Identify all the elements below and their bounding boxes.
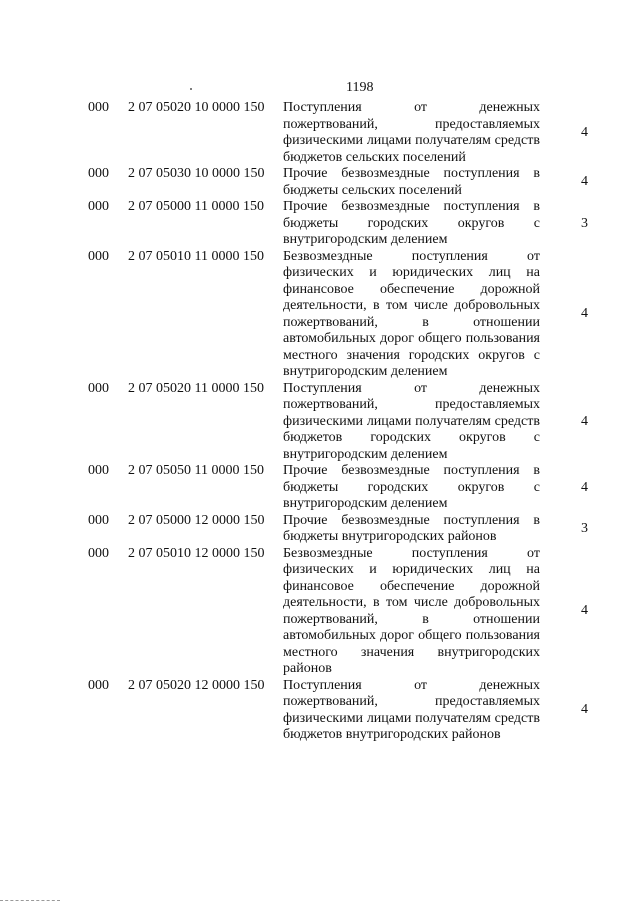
budget-code-cell: 2 07 05000 12 0000 150 bbox=[128, 512, 265, 528]
admin-code-cell: 000 bbox=[88, 166, 109, 181]
level-cell: 3 bbox=[581, 520, 588, 536]
revenue-name-cell: Поступления от денежных пожертвований, предоставляемых физическими лицами получателям средств бюджетов внутригородских районов bbox=[283, 677, 540, 742]
level-cell: 4 bbox=[581, 603, 588, 619]
budget-code-cell: 2 07 05020 12 0000 150 bbox=[128, 677, 265, 693]
revenue-name-cell: Прочие безвозмездные поступления в бюджеты сельских поселений bbox=[283, 166, 540, 198]
table-row bbox=[88, 513, 588, 546]
admin-code-cell: 000 bbox=[88, 199, 109, 214]
table-row bbox=[88, 166, 588, 199]
level-cell: 4 bbox=[581, 306, 588, 322]
level-cell: 4 bbox=[581, 174, 588, 190]
revenue-name-cell: Прочие безвозмездные поступления в бюджеты внутригородских районов bbox=[283, 512, 540, 544]
admin-code-cell: 000 bbox=[88, 248, 109, 264]
admin-code-cell: 000 bbox=[88, 512, 109, 528]
budget-code-cell: 2 07 05000 11 0000 150 bbox=[128, 199, 264, 214]
table-row bbox=[88, 463, 588, 513]
table-row bbox=[88, 100, 588, 166]
level-cell: 4 bbox=[581, 124, 588, 140]
revenue-name-cell: Поступления от денежных пожертвований, предоставляемых физическими лицами получателям средств бюджетов сельских поселений bbox=[283, 100, 540, 165]
admin-code-cell: 000 bbox=[88, 100, 109, 115]
revenue-name-cell: Прочие безвозмездные поступления в бюджеты городских округов с внутригородским делением bbox=[283, 463, 540, 511]
table-row bbox=[88, 199, 588, 249]
level-cell: 3 bbox=[581, 215, 588, 231]
page-number: 1198 bbox=[346, 80, 374, 95]
budget-code-cell: 2 07 05050 11 0000 150 bbox=[128, 463, 264, 478]
budget-code-cell: 2 07 05030 10 0000 150 bbox=[128, 166, 265, 181]
revenue-name-cell: Безвозмездные поступления от физических и юридических лиц на финансовое обеспечение дорожной деятельности, в том числе добровольных пожертвований, в отношении автомобильных дорог общего пользования местного значения городских округов с внутригородским делением bbox=[283, 248, 540, 379]
table-row bbox=[88, 546, 588, 678]
level-cell: 4 bbox=[581, 479, 588, 495]
revenue-name-cell: Прочие безвозмездные поступления в бюджеты городских округов с внутригородским делением bbox=[283, 199, 540, 247]
budget-code-cell: 2 07 05020 11 0000 150 bbox=[128, 380, 264, 396]
admin-code-cell: 000 bbox=[88, 545, 109, 561]
budget-code-cell: 2 07 05010 12 0000 150 bbox=[128, 545, 265, 561]
admin-code-cell: 000 bbox=[88, 677, 109, 693]
revenue-name-cell: Поступления от денежных пожертвований, предоставляемых физическими лицами получателям средств бюджетов городских округов с внутригородским делением bbox=[283, 380, 540, 462]
table-row bbox=[88, 678, 588, 744]
admin-code-cell: 000 bbox=[88, 380, 109, 396]
admin-code-cell: 000 bbox=[88, 463, 109, 478]
budget-code-cell: 2 07 05010 11 0000 150 bbox=[128, 248, 264, 264]
scan-edge-artifact bbox=[0, 900, 60, 902]
table-row bbox=[88, 381, 588, 464]
revenue-code-table bbox=[88, 100, 588, 744]
level-cell: 4 bbox=[581, 413, 588, 429]
scan-speck bbox=[190, 88, 192, 90]
revenue-name-cell: Безвозмездные поступления от физических и юридических лиц на финансовое обеспечение дорожной деятельности, в том числе добровольных пожертвований, в отношении автомобильных дорог общего пользования местного значения внутригородских районов bbox=[283, 545, 540, 676]
table-row bbox=[88, 249, 588, 381]
budget-code-cell: 2 07 05020 10 0000 150 bbox=[128, 100, 265, 115]
level-cell: 4 bbox=[581, 702, 588, 718]
